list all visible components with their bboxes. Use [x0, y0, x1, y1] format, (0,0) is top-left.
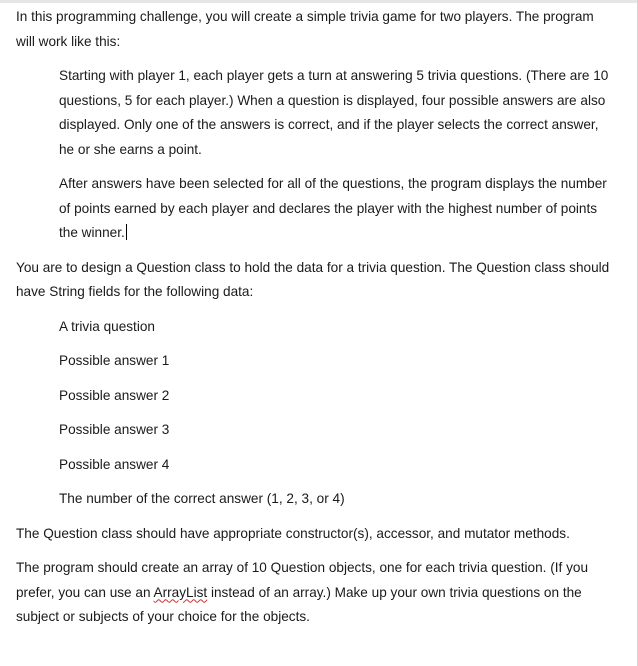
misspelled-word[interactable]: ArrayList — [153, 584, 208, 600]
rules-block — [16, 64, 616, 246]
design-paragraph: You are to design a Question class to hold the data for a trivia question. The Question class should have String fields for the following data: — [16, 259, 610, 299]
intro-paragraph: In this programming challenge, you will create a simple trivia game for two players. The program will work like this: — [16, 9, 594, 49]
methods-paragraph: The Question class should have appropriate constructor(s), accessor, and mutator methods. — [16, 525, 570, 541]
field-item-question: A trivia question — [59, 318, 155, 334]
rule-paragraph-2-text: After answers have been selected for all of the questions, the program displays the number of points earned by each player and declares the player with the highest number of points the winner. — [59, 176, 607, 240]
array-text-before: The program should create an array of 10 Question objects, one for each trivia question. (If you prefer, you can use an — [16, 560, 589, 600]
top-border — [0, 0, 638, 3]
array-text-after: instead of an array.) Make up your own trivia questions on the subject or subjects of your choice for the objects. — [16, 584, 582, 624]
field-item-answer-3: Possible answer 3 — [59, 422, 170, 437]
fields-list — [16, 315, 616, 512]
rule-paragraph-1: Starting with player 1, each player gets a turn at answering 5 trivia questions. (There are 10 questions, 5 for each player.) When a question is displayed, four possible answers are also displayed. Only one of the answers is correct, and if the player selects the correct answer, he or she earns a point. — [59, 68, 609, 157]
rule-paragraph-2 — [59, 172, 616, 246]
field-item-correct-answer: The number of the correct answer (1, 2, 3, or 4) — [59, 491, 345, 506]
text-cursor — [126, 224, 127, 240]
field-item-answer-1: Possible answer 1 — [59, 353, 170, 368]
field-item-answer-4: Possible answer 4 — [59, 456, 170, 472]
array-paragraph — [16, 556, 616, 630]
field-item-answer-2: Possible answer 2 — [59, 387, 170, 403]
document-body[interactable] — [16, 5, 616, 640]
